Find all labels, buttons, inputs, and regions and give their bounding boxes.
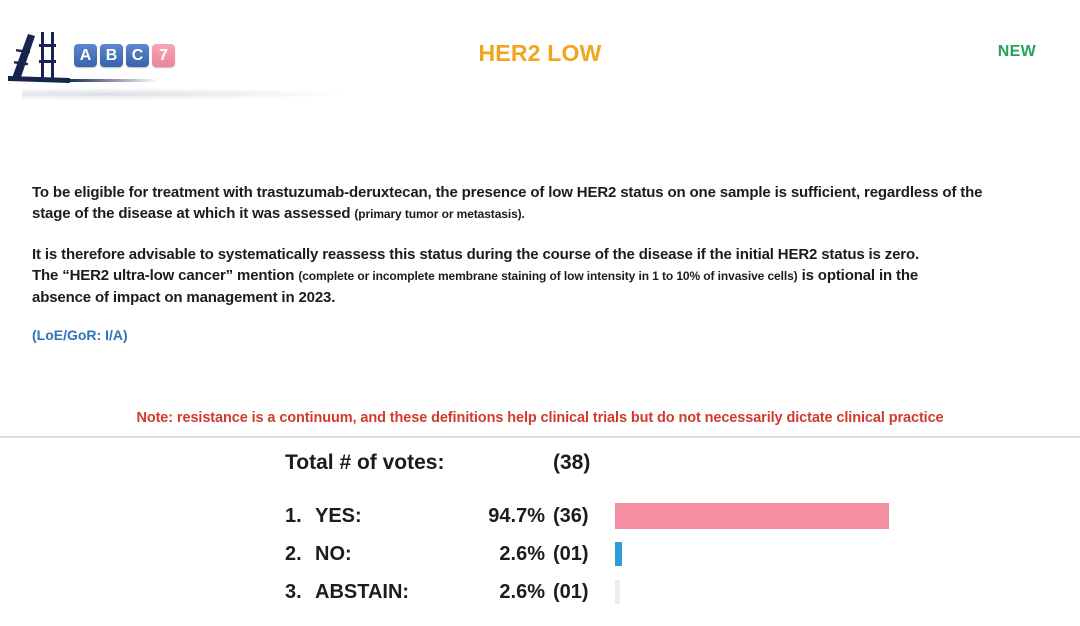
total-votes-value: (38) <box>553 451 591 474</box>
paragraph-2 <box>32 244 1072 308</box>
vote-percent: 2.6% <box>499 542 545 565</box>
vote-results <box>285 447 889 615</box>
logo-tile: A <box>74 44 97 67</box>
vote-row-yes <box>285 501 889 531</box>
logo-tile: B <box>100 44 123 67</box>
vote-percent: 2.6% <box>499 580 545 603</box>
vote-bar-abstain <box>615 580 620 604</box>
logo-tile: C <box>126 44 149 67</box>
vote-percent: 94.7% <box>488 504 545 527</box>
note-text: Note: resistance is a continuum, and these definitions help clinical trials but do not necessarily dictate clinical practice <box>136 410 944 426</box>
vote-count: (01) <box>553 580 589 603</box>
vote-count: (36) <box>553 504 589 527</box>
vote-row-no <box>285 539 889 569</box>
paragraph-2-line-3: absence of impact on management in 2023. <box>32 289 336 306</box>
paragraph-2-line-1: It is therefore advisable to systematically reassess this status during the course of the disease if the initial HER2 status is zero. <box>32 246 920 263</box>
vote-bar-yes <box>615 503 889 529</box>
logo-shadow <box>22 88 352 100</box>
vote-bar-no <box>615 542 622 566</box>
vote-row-abstain <box>285 577 889 607</box>
vote-number: 1. <box>285 504 302 527</box>
bridge-deck-line <box>66 79 158 82</box>
vote-label: NO: <box>315 542 352 565</box>
logo-tile: 7 <box>152 44 175 67</box>
vote-number: 3. <box>285 580 302 603</box>
vote-count: (01) <box>553 542 589 565</box>
paragraph-1-line-1: To be eligible for treatment with trastuzumab-deruxtecan, the presence of low HER2 status on one sample is sufficient, regardless of the <box>32 184 983 201</box>
vote-label: ABSTAIN: <box>315 580 410 603</box>
paragraph-1 <box>32 182 1072 225</box>
vote-label: YES: <box>315 504 362 527</box>
total-votes-row <box>285 447 889 479</box>
vote-number: 2. <box>285 542 302 565</box>
paragraph-1-line-2: stage of the disease at which it was assessed (primary tumor or metastasis). <box>32 205 525 222</box>
page-title: HER2 LOW <box>478 40 602 66</box>
paragraph-2-line-2: The “HER2 ultra-low cancer” mention (complete or incomplete membrane staining of low intensity in 1 to 10% of invasive cells) is optional in the <box>32 267 919 284</box>
loe-gor-label: (LoE/GoR: I/A) <box>32 327 128 343</box>
total-votes-label: Total # of votes: <box>285 451 445 474</box>
divider-line <box>0 436 1080 438</box>
body-text <box>32 182 1072 308</box>
new-badge: NEW <box>997 43 1036 60</box>
